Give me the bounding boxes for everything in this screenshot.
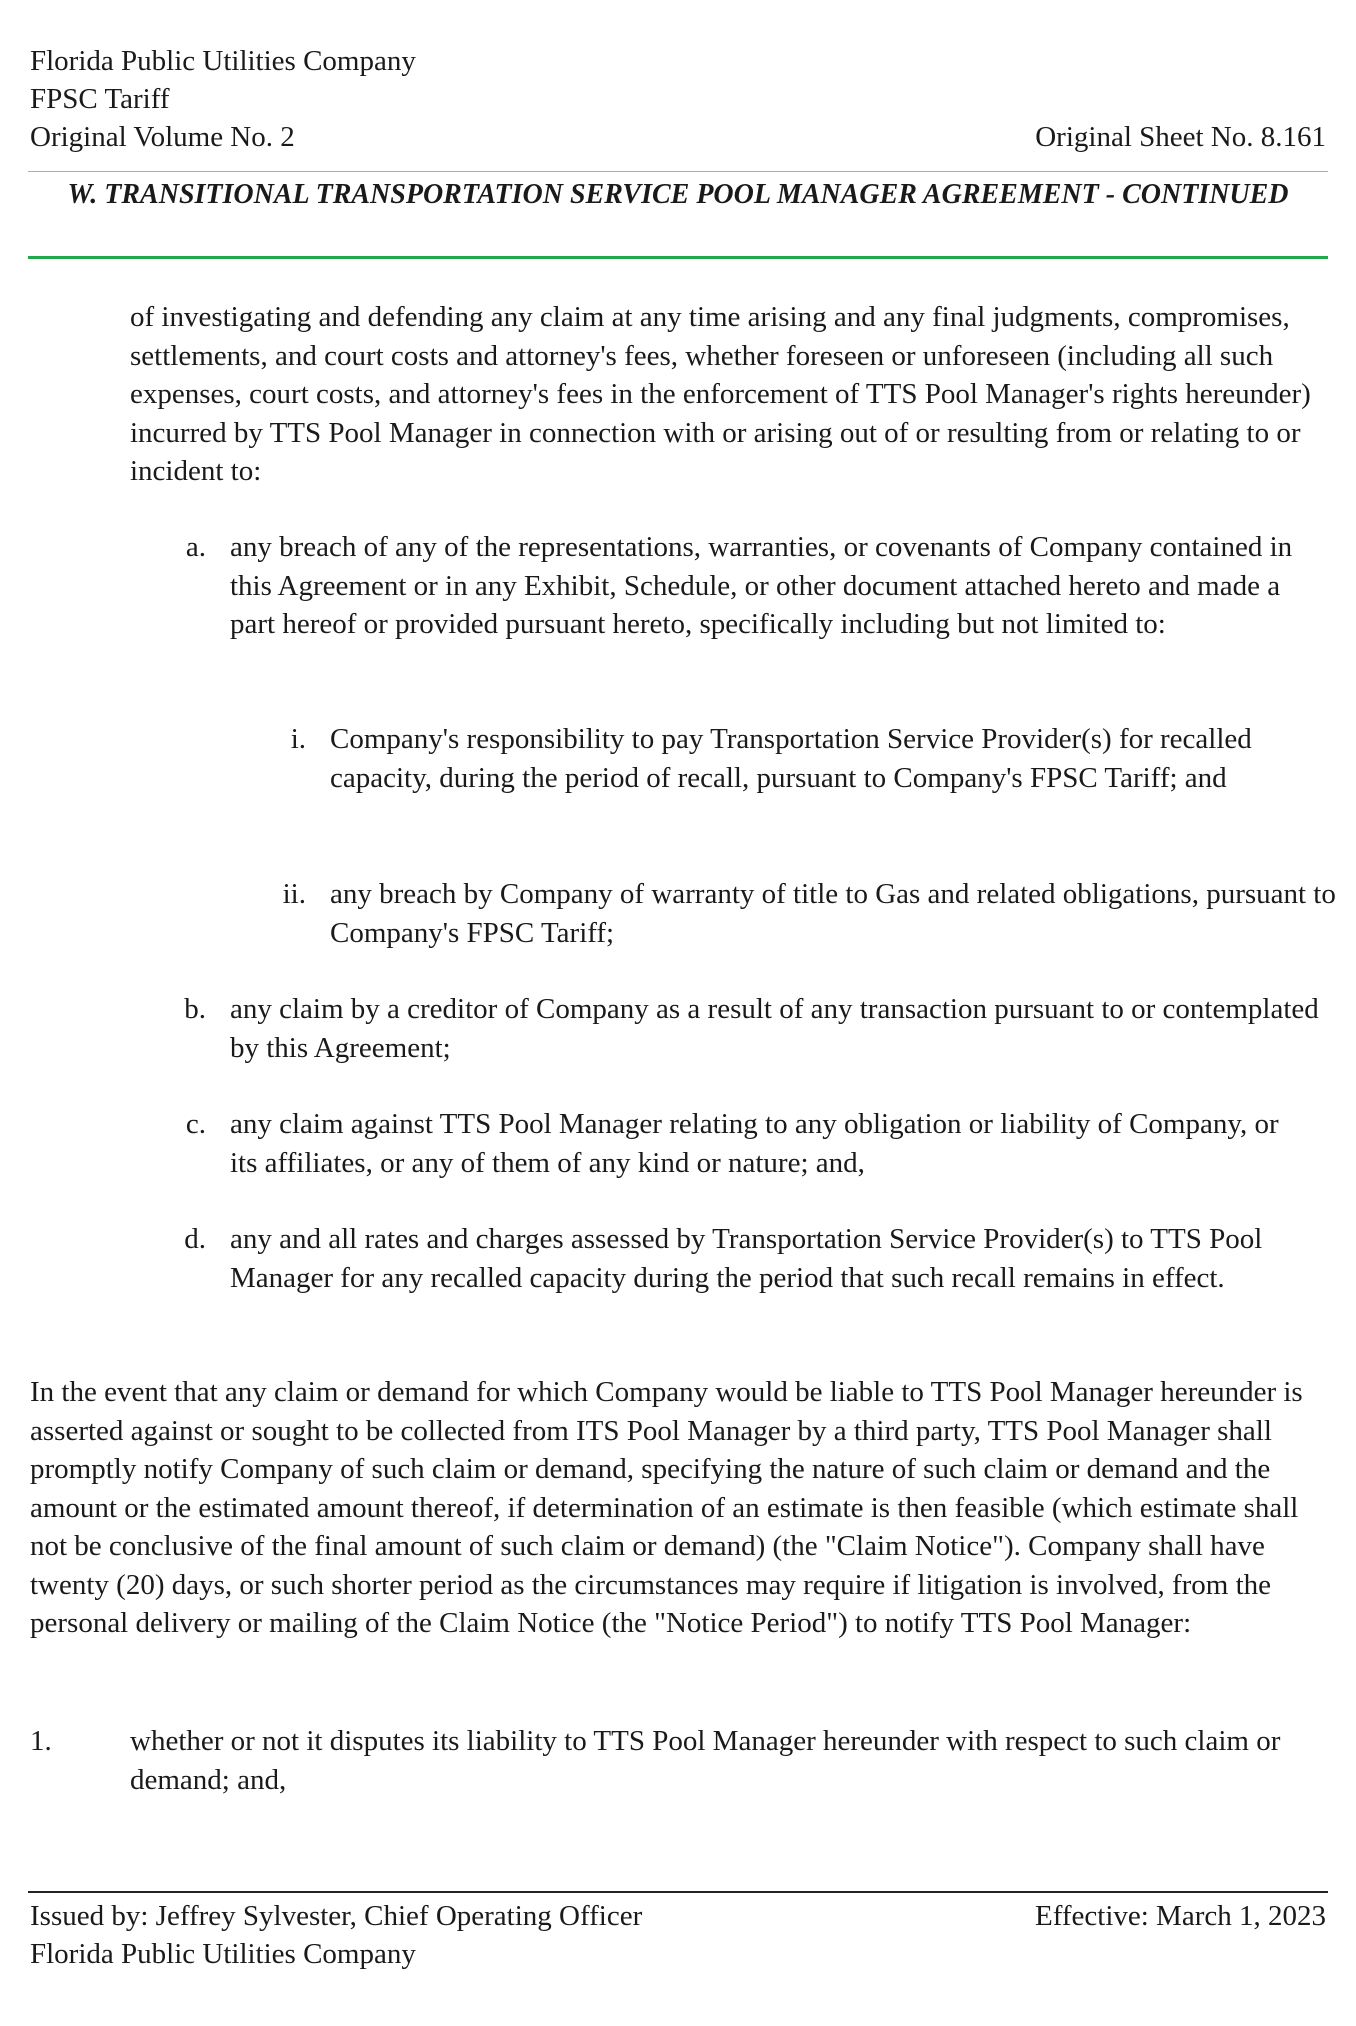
title-divider: [28, 256, 1328, 259]
footer-company: Florida Public Utilities Company: [30, 1938, 416, 1970]
list-marker: d.: [184, 1223, 206, 1255]
sub-list-item-text: Company's responsibility to pay Transportation Service Provider(s) for recalled capacity, during the period of recall, pursuant to Company's FPSC Tariff; and: [330, 723, 1252, 794]
footer-divider: [28, 1891, 1328, 1893]
sub-list-item-text: any breach by Company of warranty of title to Gas and related obligations, pursuant to Company's FPSC Tariff;: [330, 878, 1336, 949]
header-divider: [28, 171, 1328, 172]
intro-paragraph: of investigating and defending any claim at any time arising and any final judgments, compromises, settlements, and court costs and attorney's fees, whether foreseen or unforeseen (including all such expenses, court costs, and attorney's fees in the enforcement of TTS Pool Manager's rights hereunder) incurred by TTS Pool Manager in connection with or arising out of or resulting from or relating to or incident to:: [130, 301, 1311, 487]
footer-effective-date: Effective: March 1, 2023: [1035, 1900, 1326, 1932]
section-title: W. TRANSITIONAL TRANSPORTATION SERVICE POOL MANAGER AGREEMENT - CONTINUED: [67, 179, 1289, 210]
numbered-marker: 1.: [30, 1725, 52, 1757]
sub-list-marker: i.: [290, 723, 306, 755]
list-item-text: any breach of any of the representations, warranties, or covenants of Company contained in this Agreement or in any Exhibit, Schedule, or other document attached hereto and made a part hereof or provided pursuant hereto, specifically including but not limited to:: [230, 531, 1293, 640]
claim-notice-paragraph: In the event that any claim or demand for which Company would be liable to TTS Pool Manager hereunder is asserted against or sought to be collected from ITS Pool Manager by a third party, TTS Pool Manager shall promptly notify Company of such claim or demand, specifying the nature of such claim or demand and the amount or the estimated amount thereof, if determination of an estimate is then feasible (which estimate shall not be conclusive of the final amount of such claim or demand) (the "Claim Notice"). Company shall have twenty (20) days, or such shorter period as the circumstances may require if litigation is involved, from the personal delivery or mailing of the Claim Notice (the "Notice Period") to notify TTS Pool Manager:: [30, 1376, 1303, 1639]
header-volume: Original Volume No. 2: [30, 121, 295, 153]
list-marker: a.: [185, 531, 206, 563]
list-marker: c.: [185, 1108, 206, 1140]
sub-list-marker: ii.: [282, 878, 306, 910]
list-item-text: any and all rates and charges assessed by Transportation Service Provider(s) to TTS Pool Manager for any recalled capacity during the period that such recall remains in effect.: [230, 1223, 1263, 1294]
header-company: Florida Public Utilities Company: [30, 45, 416, 77]
header-sheet-number: Original Sheet No. 8.161: [1035, 121, 1326, 153]
list-item-text: any claim by a creditor of Company as a result of any transaction pursuant to or contemplated by this Agreement;: [230, 993, 1319, 1064]
numbered-item-text: whether or not it disputes its liability to TTS Pool Manager hereunder with respect to such claim or demand; and,: [130, 1725, 1281, 1796]
list-item-text: any claim against TTS Pool Manager relating to any obligation or liability of Company, or its affiliates, or any of them of any kind or nature; and,: [230, 1108, 1279, 1179]
header-tariff: FPSC Tariff: [30, 83, 170, 115]
list-marker: b.: [184, 993, 206, 1025]
footer-issued-by: Issued by: Jeffrey Sylvester, Chief Operating Officer: [30, 1900, 643, 1932]
